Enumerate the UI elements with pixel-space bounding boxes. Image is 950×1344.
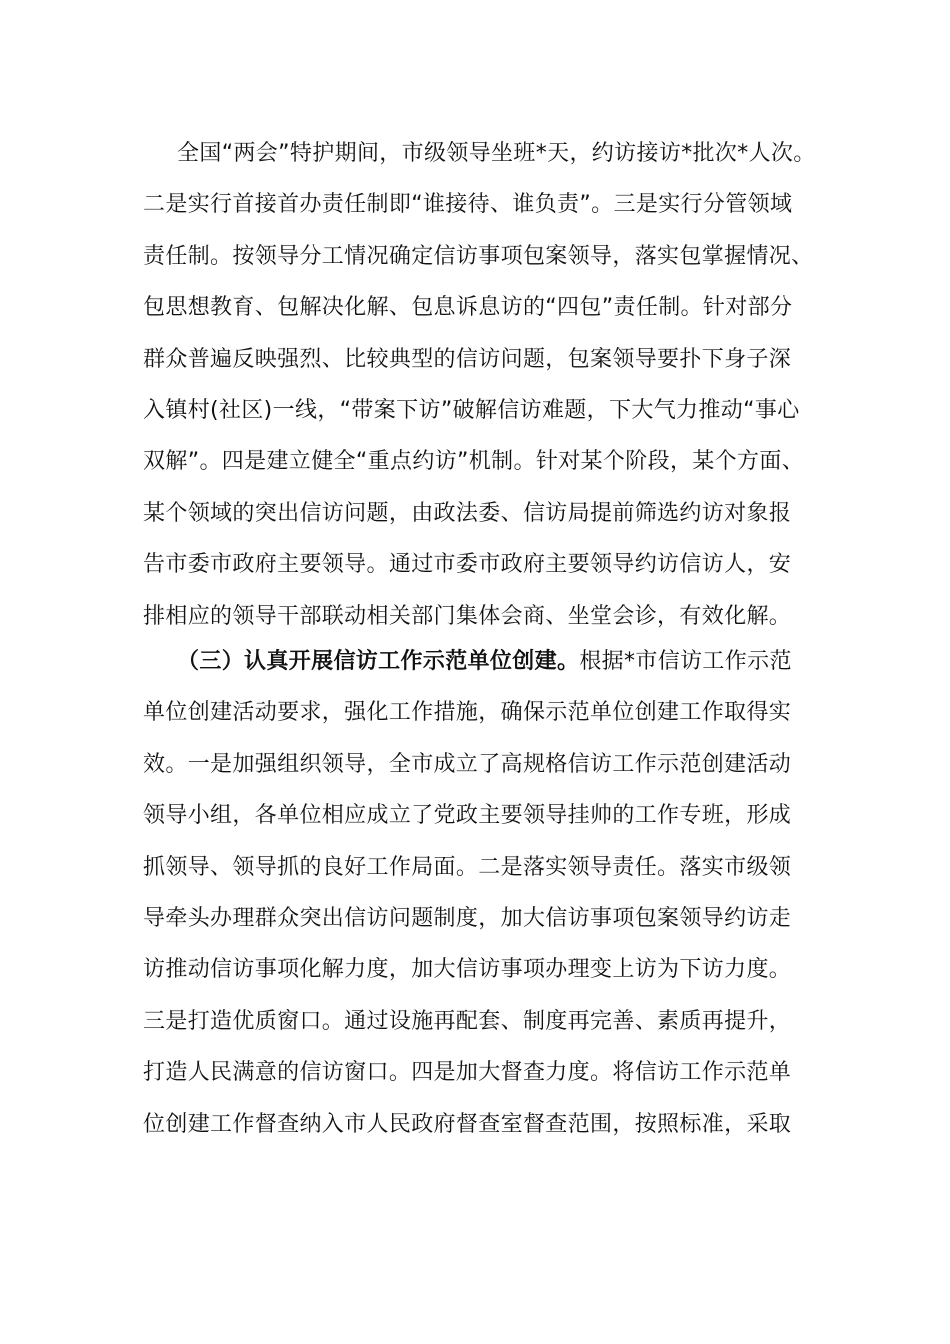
text-line: 群众普遍反映强烈、比较典型的信访问题，包案领导要扑下身子深	[143, 346, 792, 372]
text-line: 效。一是加强组织领导，全市成立了高规格信访工作示范创建活动	[143, 751, 792, 777]
text-line: 抓领导、领导抓的良好工作局面。二是落实领导责任。落实市级领	[143, 854, 792, 880]
text-line: 全国“两会”特护期间，市级领导坐班*天，约访接访*批次*人次。	[177, 141, 816, 166]
paragraph-1	[143, 128, 833, 642]
text-line: 告市委市政府主要领导。通过市委市政府主要领导约访信访人，安	[143, 552, 792, 578]
text-line: 排相应的领导干部联动相关部门集体会商、坐堂会诊，有效化解。	[143, 603, 792, 629]
paragraph-2	[143, 636, 833, 1150]
text-line: 打造人民满意的信访窗口。四是加大督查力度。将信访工作示范单	[143, 1060, 792, 1086]
text-line: 访推动信访事项化解力度，加大信访事项办理变上访为下访力度。	[143, 957, 792, 983]
text-line: 入镇村(社区)一线，“带案下访”破解信访难题，下大气力推动“事心	[143, 397, 800, 423]
text-line: 三是打造优质窗口。通过设施再配套、制度再完善、素质再提升，	[143, 1008, 792, 1034]
text-line: 导牵头办理群众突出信访问题制度，加大信访事项包案领导约访走	[143, 905, 792, 931]
section-heading: （三）认真开展信访工作示范单位创建。	[177, 649, 580, 674]
text-line: 位创建工作督查纳入市人民政府督查室督查范围，按照标准，采取	[143, 1111, 792, 1137]
section-heading-continuation: 根据*市信访工作示范	[579, 649, 792, 674]
text-line: 某个领域的突出信访问题，由政法委、信访局提前筛选约访对象报	[143, 500, 792, 526]
text-line: 双解”。四是建立健全“重点约访”机制。针对某个阶段，某个方面、	[143, 449, 805, 475]
text-line: 包思想教育、包解决化解、包息诉息访的“四包”责任制。针对部分	[143, 295, 793, 321]
text-line: 单位创建活动要求，强化工作措施，确保示范单位创建工作取得实	[143, 700, 792, 726]
text-line: 二是实行首接首办责任制即“谁接待、谁负责”。三是实行分管领域	[143, 192, 793, 218]
text-line: 责任制。按领导分工情况确定信访事项包案领导，落实包掌握情况、	[143, 243, 814, 269]
text-line: 领导小组，各单位相应成立了党政主要领导挂帅的工作专班，形成	[143, 803, 792, 829]
paragraph-2-first-line	[143, 636, 833, 687]
